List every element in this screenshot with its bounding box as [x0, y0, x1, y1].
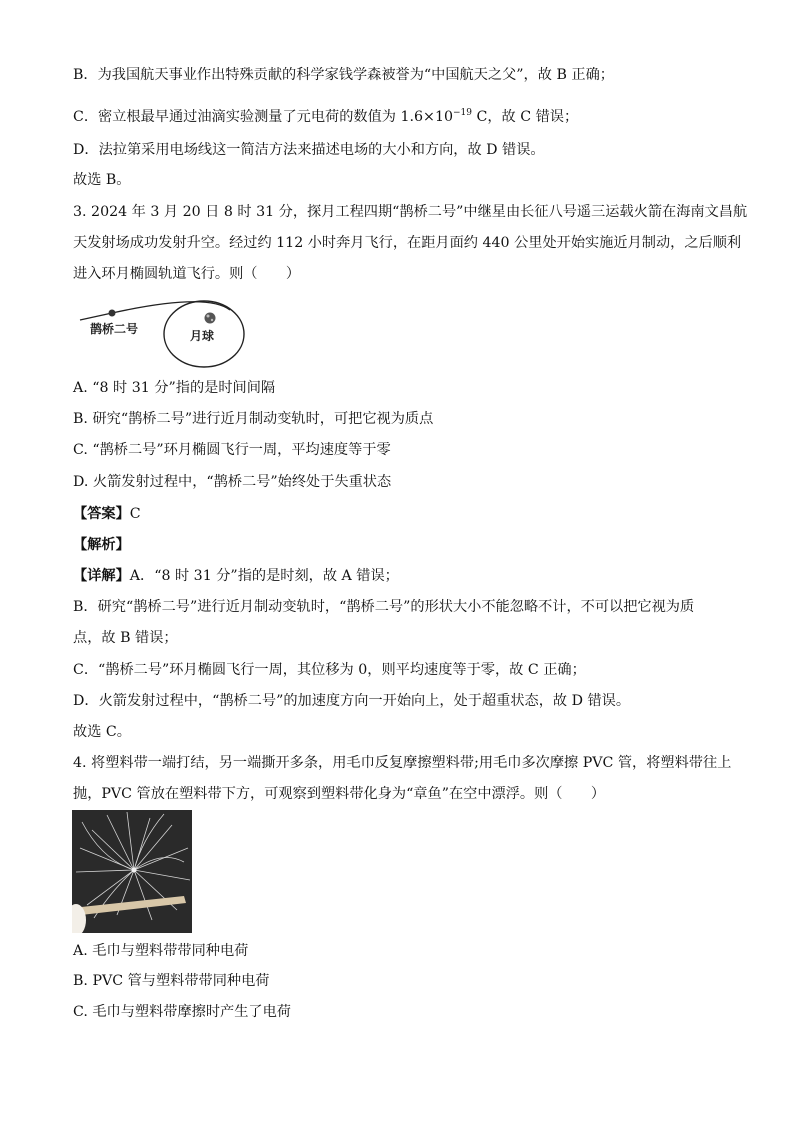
- satellite-dot: [109, 310, 116, 317]
- answer-value: C: [129, 506, 141, 522]
- q3-stem-line-1: 3. 2024 年 3 月 20 日 8 时 31 分，探月工程四期“鹊桥二号”中继星由长征八号遥三运载火箭在海南文昌航: [73, 204, 748, 220]
- detail-tag: 【详解】: [73, 568, 130, 584]
- q3-choose: 故选 C。: [73, 724, 131, 740]
- choose-b: 故选 B。: [73, 172, 131, 188]
- label-moon: 月球: [190, 329, 215, 343]
- q3-detail-b-line-1: B．研究“鹊桥二号”进行近月制动变轨时，“鹊桥二号”的形状大小不能忽略不计，不可以把它视为质: [73, 599, 695, 615]
- q3-detail-b-line-2: 点，故 B 错误；: [73, 630, 178, 646]
- q4-option-c: C. 毛巾与塑料带摩擦时产生了电荷: [73, 1004, 291, 1020]
- c-exponent: −19: [453, 108, 472, 118]
- c-text-pre: C．密立根最早通过油滴实验测量了元电荷的数值为 1.6×10: [73, 109, 453, 125]
- photo-illustration: [72, 810, 192, 933]
- answer-tag: 【答案】: [73, 506, 130, 522]
- option-b-explanation: B．为我国航天事业作出特殊贡献的科学家钱学森被誉为“中国航天之父”，故 B 正确；: [73, 67, 614, 83]
- q3-option-c: C. “鹊桥二号”环月椭圆飞行一周，平均速度等于零: [73, 442, 391, 458]
- q4-option-a: A. 毛巾与塑料带带同种电荷: [73, 943, 249, 959]
- q3-option-d: D. 火箭发射过程中，“鹊桥二号”始终处于失重状态: [73, 474, 392, 490]
- option-d-explanation: D．法拉第采用电场线这一简洁方法来描述电场的大小和方向，故 D 错误。: [73, 142, 545, 158]
- q4-stem-line-2: 抛，PVC 管放在塑料带下方，可观察到塑料带化身为“章鱼”在空中漂浮。则（ ）: [73, 786, 606, 802]
- moon-icon: [205, 313, 216, 324]
- q3-detail-a: 【详解】A．“8 时 31 分”指的是时刻，故 A 错误；: [73, 568, 399, 584]
- q3-option-a: A. “8 时 31 分”指的是时间间隔: [73, 380, 276, 396]
- q3-stem-line-3: 进入环月椭圆轨道飞行。则（ ）: [73, 266, 301, 282]
- plastic-strip-octopus-photo: [72, 810, 192, 933]
- q3-stem-line-2: 天发射场成功发射升空。经过约 112 小时奔月飞行，在距月面约 440 公里处开始实施近月制动，之后顺利: [73, 235, 742, 251]
- q4-stem-line-1: 4. 将塑料带一端打结，另一端撕开多条，用毛巾反复摩擦塑料带;用毛巾多次摩擦 PVC 管，将塑料带往上: [73, 755, 732, 771]
- q3-detail-c: C．“鹊桥二号”环月椭圆飞行一周，其位移为 0，则平均速度等于零，故 C 正确；: [73, 662, 586, 678]
- option-c-explanation: [73, 103, 578, 127]
- q3-detail-d: D．火箭发射过程中，“鹊桥二号”的加速度方向一开始向上，处于超重状态，故 D 错误。: [73, 693, 631, 709]
- orbit-diagram: [72, 300, 262, 380]
- q4-option-b: B. PVC 管与塑料带带同种电荷: [73, 973, 270, 989]
- q3-option-b: B. 研究“鹊桥二号”进行近月制动变轨时，可把它视为质点: [73, 411, 434, 427]
- c-text-post: C，故 C 错误；: [472, 109, 579, 125]
- label-satellite: 鹊桥二号: [90, 322, 139, 336]
- q3-answer: [73, 504, 141, 524]
- q3-analysis-tag: 【解析】: [73, 537, 130, 553]
